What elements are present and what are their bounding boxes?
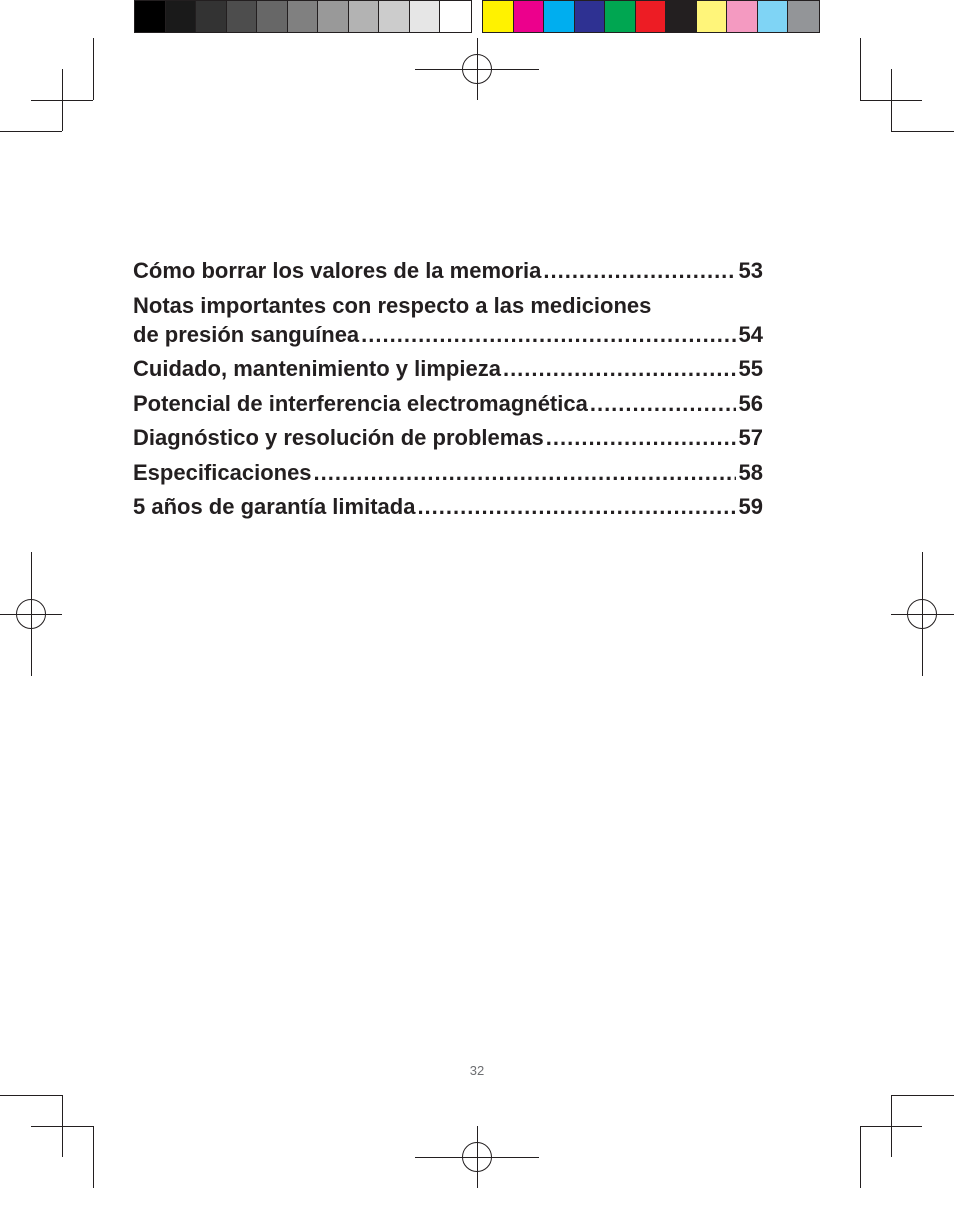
registration-mark-icon	[462, 54, 492, 84]
toc-page-number: 56	[738, 390, 763, 416]
color-calibration-bar	[482, 0, 820, 33]
color-swatch	[288, 1, 319, 32]
crop-mark	[93, 1126, 94, 1188]
toc-page-number: 58	[738, 459, 763, 485]
color-swatch	[440, 1, 471, 32]
crop-mark	[93, 38, 94, 100]
crop-mark	[860, 1126, 922, 1127]
crop-mark	[0, 131, 62, 132]
registration-mark-icon	[462, 1142, 492, 1172]
toc-entry-title: Cómo borrar los valores de la memoria	[133, 258, 542, 283]
color-swatch	[166, 1, 197, 32]
color-swatch	[788, 1, 819, 32]
toc-entry	[133, 423, 763, 452]
registration-mark-icon	[16, 599, 46, 629]
toc-entry-line	[133, 423, 763, 452]
color-swatch	[227, 1, 258, 32]
dot-leader	[546, 423, 736, 452]
toc-entry-line	[133, 354, 763, 383]
toc-entry-title: Cuidado, mantenimiento y limpieza	[133, 356, 501, 381]
toc-entry-line	[133, 291, 763, 320]
dot-leader	[417, 492, 735, 521]
toc-entry-line	[133, 256, 763, 285]
crop-mark	[860, 38, 861, 100]
crop-mark	[0, 1095, 62, 1096]
toc-entry-line	[133, 458, 763, 487]
dot-leader	[543, 256, 735, 285]
color-swatch	[605, 1, 636, 32]
color-swatch	[483, 1, 514, 32]
registration-mark-icon	[907, 599, 937, 629]
dot-leader	[361, 320, 735, 349]
crop-mark	[891, 69, 892, 131]
toc-entry-title: de presión sanguínea	[133, 321, 360, 347]
dot-leader	[314, 458, 736, 487]
color-swatch	[666, 1, 697, 32]
color-swatch	[349, 1, 380, 32]
color-swatch	[257, 1, 288, 32]
toc-entry-line	[133, 320, 763, 349]
dot-leader	[503, 354, 736, 383]
toc-entry	[133, 354, 763, 383]
toc-entry	[133, 291, 763, 349]
toc-entry-title: Notas importantes con respecto a las mediciones	[133, 292, 652, 318]
dot-leader	[590, 389, 736, 418]
toc-page-number: 54	[738, 321, 763, 347]
toc-entry	[133, 492, 763, 521]
crop-mark	[891, 1095, 954, 1096]
toc-page-number: 53	[738, 258, 763, 283]
toc-entry	[133, 256, 763, 285]
toc-entry-title: Diagnóstico y resolución de problemas	[133, 425, 544, 450]
color-swatch	[575, 1, 606, 32]
color-swatch	[410, 1, 441, 32]
crop-mark	[31, 1126, 93, 1127]
toc-page-number: 55	[738, 356, 763, 381]
grayscale-calibration-bar	[134, 0, 472, 33]
color-swatch	[636, 1, 667, 32]
color-swatch	[727, 1, 758, 32]
toc-page-number: 57	[738, 425, 763, 450]
color-swatch	[196, 1, 227, 32]
toc-entry-title: Potencial de interferencia electromagnética	[133, 390, 588, 416]
color-swatch	[758, 1, 789, 32]
toc-entry-title: Especificaciones	[133, 459, 312, 485]
toc-entry-line	[133, 389, 763, 418]
toc-page-number: 59	[738, 494, 763, 519]
color-swatch	[514, 1, 545, 32]
crop-mark	[62, 69, 63, 131]
toc-entry-line	[133, 492, 763, 521]
color-swatch	[544, 1, 575, 32]
toc-entry-title: 5 años de garantía limitada	[133, 494, 416, 519]
color-swatch	[379, 1, 410, 32]
table-of-contents	[133, 256, 763, 527]
color-swatch	[318, 1, 349, 32]
toc-entry	[133, 389, 763, 418]
crop-mark	[891, 131, 954, 132]
toc-entry	[133, 458, 763, 487]
color-swatch	[697, 1, 728, 32]
page-number: 32	[469, 1063, 485, 1078]
color-swatch	[135, 1, 166, 32]
crop-mark	[860, 1126, 861, 1188]
